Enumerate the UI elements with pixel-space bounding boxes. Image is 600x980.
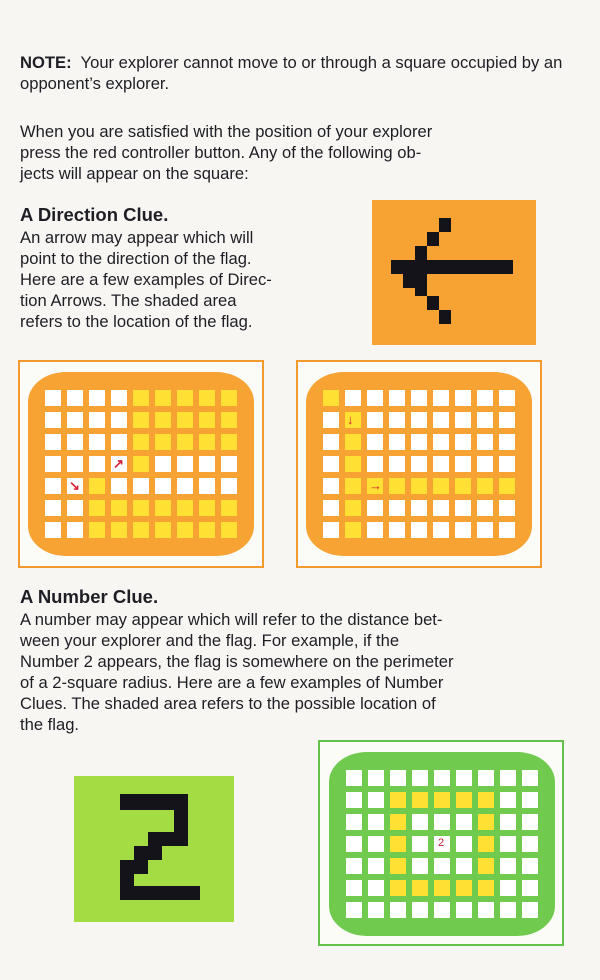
shaded-grid-square xyxy=(456,792,472,808)
grid-square xyxy=(455,390,471,406)
grid-square xyxy=(155,456,171,472)
grid-square xyxy=(411,434,427,450)
grid-square xyxy=(434,858,450,874)
grid-square xyxy=(67,412,83,428)
grid-square xyxy=(455,500,471,516)
grid-square xyxy=(433,522,449,538)
direction-clue-body: An arrow may appear which will point to the direction of the flag. Here are a few examples of Direc- tion Arrows. The shaded area refers to the location of the flag. xyxy=(20,228,272,331)
shaded-grid-square xyxy=(133,522,149,538)
grid-square xyxy=(346,792,362,808)
shaded-grid-square xyxy=(390,858,406,874)
grid-square xyxy=(367,522,383,538)
grid-square xyxy=(433,456,449,472)
grid-square xyxy=(111,434,127,450)
grid-square xyxy=(346,770,362,786)
shaded-grid-square xyxy=(434,792,450,808)
shaded-grid-square xyxy=(177,390,193,406)
shaded-grid-square xyxy=(133,412,149,428)
grid-square xyxy=(390,902,406,918)
grid-square xyxy=(199,478,215,494)
shaded-grid-square xyxy=(177,434,193,450)
grid-square xyxy=(499,522,515,538)
grid-square xyxy=(367,390,383,406)
grid-square xyxy=(323,500,339,516)
shaded-grid-square xyxy=(478,880,494,896)
direction-arrow-icon: ↓ xyxy=(347,412,354,427)
shaded-grid-square xyxy=(456,880,472,896)
note-label: NOTE: xyxy=(20,53,72,72)
grid-square xyxy=(367,500,383,516)
grid-square xyxy=(500,880,516,896)
grid-square xyxy=(346,902,362,918)
shaded-grid-square xyxy=(89,478,105,494)
grid-square xyxy=(477,522,493,538)
grid-square xyxy=(477,500,493,516)
grid-square xyxy=(477,434,493,450)
number-clue-line-5: Clues. The shaded area refers to the possible location of xyxy=(20,694,436,713)
grid-square xyxy=(434,814,450,830)
grid-square xyxy=(411,522,427,538)
intro-line-3: jects will appear on the square: xyxy=(20,164,249,183)
grid-square xyxy=(89,434,105,450)
number-clue-line-3: Number 2 appears, the flag is somewhere on the perimeter xyxy=(20,652,454,671)
direction-arrow-icon: ↘ xyxy=(69,478,80,493)
grid-square xyxy=(389,412,405,428)
direction-arrow-icon: → xyxy=(369,478,382,493)
grid-square xyxy=(45,434,61,450)
grid-square xyxy=(456,858,472,874)
shaded-grid-square xyxy=(155,522,171,538)
grid-square xyxy=(368,880,384,896)
number-clue-line-6: the flag. xyxy=(20,715,80,734)
number-clue-line-2: ween your explorer and the flag. For example, if the xyxy=(20,631,400,650)
shaded-grid-square xyxy=(389,478,405,494)
grid-square xyxy=(456,770,472,786)
left-arrow-pixel-svg xyxy=(372,200,536,345)
number-clue-heading: A Number Clue. xyxy=(20,586,159,607)
grid-square xyxy=(323,412,339,428)
grid-square xyxy=(346,858,362,874)
grid-square xyxy=(412,836,428,852)
note-text: Your explorer cannot move to or through a square occupied by an opponent’s explorer. xyxy=(20,53,563,93)
grid-square xyxy=(456,836,472,852)
grid-square xyxy=(133,478,149,494)
grid-square xyxy=(411,390,427,406)
grid-square xyxy=(477,412,493,428)
shaded-grid-square xyxy=(177,500,193,516)
shaded-grid-square xyxy=(390,792,406,808)
shaded-grid-square xyxy=(199,434,215,450)
grid-square xyxy=(323,522,339,538)
shaded-grid-square xyxy=(111,500,127,516)
grid-square xyxy=(522,814,538,830)
shaded-grid-square xyxy=(345,478,361,494)
shaded-grid-square xyxy=(155,412,171,428)
grid-square xyxy=(412,902,428,918)
grid-square xyxy=(368,902,384,918)
grid-square xyxy=(500,858,516,874)
number-clue-marker: 2 xyxy=(438,837,445,849)
number-clue-line-1: A number may appear which will refer to the distance bet- xyxy=(20,610,443,629)
intro-line-2: press the red controller button. Any of the following ob- xyxy=(20,143,422,162)
shaded-grid-square xyxy=(155,434,171,450)
grid-square xyxy=(111,390,127,406)
grid-square xyxy=(434,902,450,918)
shaded-grid-square xyxy=(478,836,494,852)
intro-line-1: When you are satisfied with the position of your explorer xyxy=(20,122,433,141)
shaded-grid-square xyxy=(499,478,515,494)
grid-square xyxy=(477,390,493,406)
shaded-grid-square xyxy=(221,390,237,406)
grid-square xyxy=(368,814,384,830)
grid-square xyxy=(455,412,471,428)
shaded-grid-square xyxy=(111,522,127,538)
grid-square xyxy=(67,390,83,406)
grid-square xyxy=(456,814,472,830)
shaded-grid-square xyxy=(390,836,406,852)
grid-square xyxy=(345,390,361,406)
grid-square xyxy=(45,478,61,494)
grid-square xyxy=(367,456,383,472)
grid-square xyxy=(389,434,405,450)
grid-square xyxy=(389,500,405,516)
grid-square xyxy=(500,770,516,786)
grid-square xyxy=(368,858,384,874)
shaded-grid-square xyxy=(199,522,215,538)
shaded-grid-square xyxy=(199,500,215,516)
shaded-grid-square xyxy=(345,456,361,472)
grid-square xyxy=(433,434,449,450)
grid-square xyxy=(478,902,494,918)
grid-square xyxy=(368,770,384,786)
grid-square xyxy=(411,500,427,516)
shaded-grid-square xyxy=(133,500,149,516)
left-arrow-pixel-icon xyxy=(372,200,536,345)
grid-square xyxy=(389,456,405,472)
pixel-digit-two xyxy=(74,776,234,922)
grid-square xyxy=(45,500,61,516)
grid-square xyxy=(500,836,516,852)
grid-square xyxy=(499,500,515,516)
grid-square xyxy=(67,500,83,516)
direction-arrow-icon: ↗ xyxy=(113,456,124,471)
shaded-grid-square xyxy=(390,814,406,830)
grid-square xyxy=(478,770,494,786)
grid-square xyxy=(455,434,471,450)
shaded-grid-square xyxy=(89,500,105,516)
grid-square xyxy=(199,456,215,472)
grid-square xyxy=(433,500,449,516)
shaded-grid-square xyxy=(221,522,237,538)
grid-square xyxy=(522,792,538,808)
grid-square xyxy=(455,522,471,538)
shaded-grid-square xyxy=(177,412,193,428)
grid-square xyxy=(89,390,105,406)
grid-square xyxy=(499,412,515,428)
grid-square xyxy=(67,522,83,538)
shaded-grid-square xyxy=(412,792,428,808)
grid-square xyxy=(522,836,538,852)
shaded-grid-square xyxy=(199,390,215,406)
grid-square xyxy=(111,478,127,494)
grid-square xyxy=(221,456,237,472)
grid-square xyxy=(522,770,538,786)
grid-square xyxy=(522,902,538,918)
grid-square xyxy=(221,478,237,494)
shaded-grid-square xyxy=(478,814,494,830)
grid-square xyxy=(67,434,83,450)
shaded-grid-square xyxy=(221,412,237,428)
grid-square xyxy=(367,434,383,450)
direction-example-right-screen xyxy=(306,372,532,556)
grid-square xyxy=(368,792,384,808)
grid-square xyxy=(412,770,428,786)
grid-square xyxy=(45,412,61,428)
grid-square xyxy=(500,792,516,808)
grid-square xyxy=(433,412,449,428)
shaded-grid-square xyxy=(478,858,494,874)
direction-example-left-screen xyxy=(28,372,254,556)
grid-square xyxy=(499,456,515,472)
grid-square xyxy=(522,880,538,896)
shaded-grid-square xyxy=(199,412,215,428)
shaded-grid-square xyxy=(177,522,193,538)
grid-square xyxy=(522,858,538,874)
shaded-grid-square xyxy=(133,456,149,472)
grid-square xyxy=(389,522,405,538)
grid-square xyxy=(45,390,61,406)
grid-square xyxy=(390,770,406,786)
grid-square xyxy=(323,434,339,450)
grid-square xyxy=(412,858,428,874)
direction-example-left-frame xyxy=(18,360,264,568)
grid-square xyxy=(89,412,105,428)
number-example-frame xyxy=(318,740,564,946)
number-example-screen xyxy=(329,752,555,936)
shaded-grid-square xyxy=(455,478,471,494)
grid-square xyxy=(434,770,450,786)
grid-square xyxy=(477,456,493,472)
grid-square xyxy=(456,902,472,918)
direction-example-right-frame xyxy=(296,360,542,568)
number-clue-line-4: of a 2-square radius. Here are a few examples of Number xyxy=(20,673,444,692)
shaded-grid-square xyxy=(434,880,450,896)
grid-square xyxy=(346,880,362,896)
grid-square xyxy=(177,478,193,494)
shaded-grid-square xyxy=(478,792,494,808)
direction-clue-heading: A Direction Clue. xyxy=(20,204,169,225)
grid-square xyxy=(367,412,383,428)
grid-square xyxy=(411,412,427,428)
pixel-digit-two-svg xyxy=(74,776,234,922)
grid-square xyxy=(433,390,449,406)
shaded-grid-square xyxy=(411,478,427,494)
shaded-grid-square xyxy=(155,390,171,406)
grid-square xyxy=(155,478,171,494)
grid-square xyxy=(45,456,61,472)
shaded-grid-square xyxy=(345,500,361,516)
shaded-grid-square xyxy=(221,500,237,516)
note-paragraph xyxy=(20,52,580,94)
grid-square xyxy=(323,478,339,494)
grid-square xyxy=(500,814,516,830)
shaded-grid-square xyxy=(89,522,105,538)
grid-square xyxy=(346,836,362,852)
grid-square xyxy=(111,412,127,428)
shaded-grid-square xyxy=(345,522,361,538)
shaded-grid-square xyxy=(221,434,237,450)
grid-square xyxy=(67,456,83,472)
shaded-grid-square xyxy=(433,478,449,494)
grid-square xyxy=(411,456,427,472)
grid-square xyxy=(323,456,339,472)
shaded-grid-square xyxy=(323,390,339,406)
grid-square xyxy=(499,390,515,406)
grid-square xyxy=(346,814,362,830)
grid-square xyxy=(455,456,471,472)
shaded-grid-square xyxy=(412,880,428,896)
shaded-grid-square xyxy=(477,478,493,494)
shaded-grid-square xyxy=(155,500,171,516)
shaded-grid-square xyxy=(133,390,149,406)
grid-square xyxy=(499,434,515,450)
shaded-grid-square xyxy=(390,880,406,896)
grid-square xyxy=(45,522,61,538)
grid-square xyxy=(368,836,384,852)
grid-square xyxy=(177,456,193,472)
grid-square xyxy=(500,902,516,918)
shaded-grid-square xyxy=(133,434,149,450)
grid-square xyxy=(89,456,105,472)
grid-square xyxy=(389,390,405,406)
grid-square xyxy=(412,814,428,830)
shaded-grid-square xyxy=(345,434,361,450)
